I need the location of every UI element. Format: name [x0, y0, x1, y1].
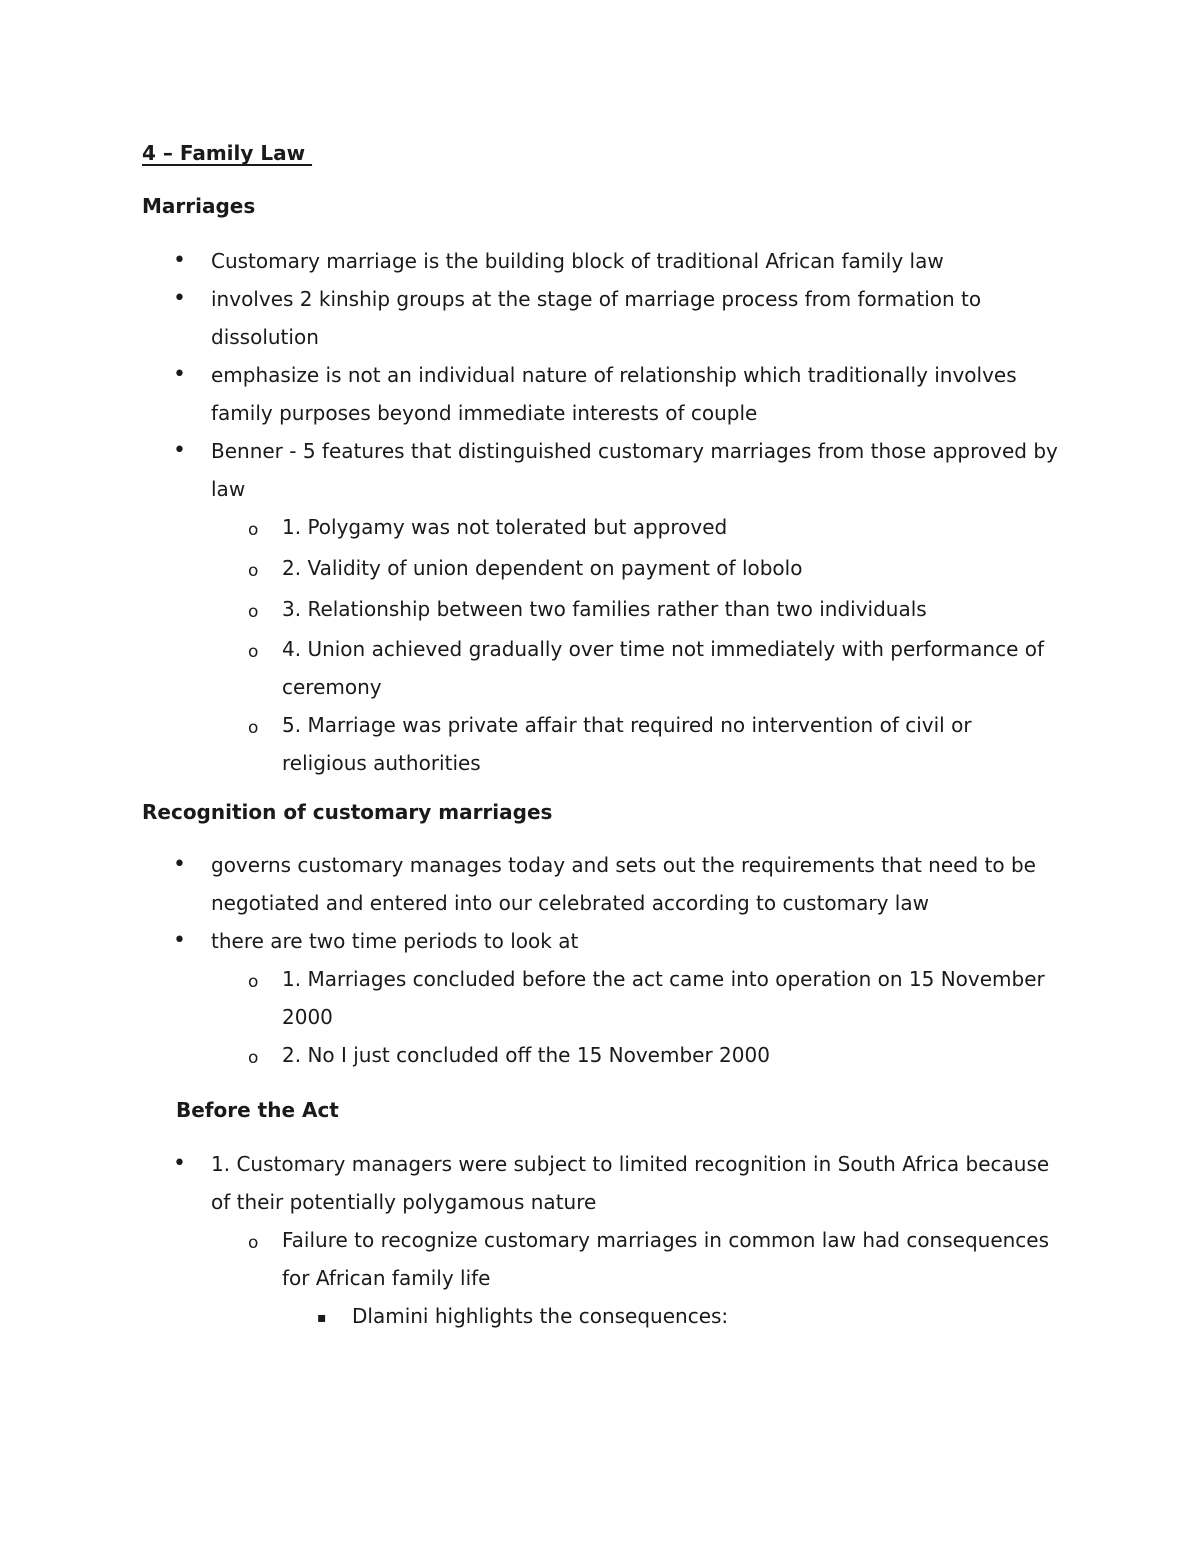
section-heading-recognition: Recognition of customary marriages	[142, 800, 553, 824]
list-item-text: Customary marriage is the building block of traditional African family law	[211, 249, 944, 273]
list-item-text: there are two time periods to look at	[211, 929, 579, 953]
bullet-icon: •	[173, 1151, 186, 1176]
marriages-list	[0, 242, 1200, 782]
list-item	[0, 356, 1061, 432]
list-item-text: emphasize is not an individual nature of relationship which traditionally involves family purposes beyond immediate interests of couple	[211, 363, 1017, 425]
bullet-icon: •	[173, 248, 186, 273]
circle-bullet-icon: o	[248, 602, 259, 622]
list-item-text: involves 2 kinship groups at the stage of marriage process from formation to dissolution	[211, 287, 982, 349]
circle-bullet-icon: o	[248, 1233, 259, 1253]
section-heading-marriages: Marriages	[142, 194, 256, 218]
circle-bullet-icon: o	[248, 718, 259, 738]
circle-bullet-icon: o	[248, 1048, 259, 1068]
section-heading-before-act: Before the Act	[176, 1098, 339, 1122]
list-item	[0, 1145, 1061, 1221]
circle-bullet-icon: o	[248, 520, 259, 540]
bullet-icon: •	[173, 286, 186, 311]
bullet-icon: •	[173, 928, 186, 953]
recognition-list	[0, 846, 1200, 1074]
circle-bullet-icon: o	[248, 561, 259, 581]
sub-list-item	[0, 706, 1052, 782]
list-item	[0, 242, 1061, 280]
sub-list-item-text: 3. Relationship between two families rather than two individuals	[282, 597, 927, 621]
sub-list-item	[0, 508, 1052, 546]
list-item	[0, 846, 1061, 922]
sub-list-item	[0, 1036, 1052, 1074]
square-bullet-icon: ▪	[317, 1310, 327, 1326]
sub-list-item-text: 1. Marriages concluded before the act came into operation on 15 November 2000	[282, 967, 1045, 1029]
sub-sub-list-item-text: Dlamini highlights the consequences:	[352, 1304, 729, 1328]
list-item	[0, 280, 1061, 356]
sub-list-item	[0, 630, 1052, 706]
sub-list-item-text: 2. No I just concluded off the 15 November 2000	[282, 1043, 770, 1067]
list-item-text: governs customary manages today and sets out the requirements that need to be negotiated and entered into our celebrated according to customary law	[211, 853, 1036, 915]
sub-list-item-text: Failure to recognize customary marriages in common law had consequences for African family life	[282, 1228, 1050, 1290]
page-title: 4 – Family Law	[142, 141, 313, 165]
bullet-icon: •	[173, 438, 186, 463]
sub-list-item-text: 1. Polygamy was not tolerated but approved	[282, 515, 728, 539]
circle-bullet-icon: o	[248, 972, 259, 992]
list-item	[0, 432, 1061, 508]
sub-list-item	[0, 1221, 1052, 1297]
bullet-icon: •	[173, 852, 186, 877]
sub-list-item	[0, 549, 1052, 587]
list-item-text: 1. Customary managers were subject to limited recognition in South Africa because of their potentially polygamous nature	[211, 1152, 1050, 1214]
sub-list-item-text: 2. Validity of union dependent on payment of lobolo	[282, 556, 803, 580]
sub-list-item	[0, 960, 1052, 1036]
bullet-icon: •	[173, 362, 186, 387]
circle-bullet-icon: o	[248, 642, 259, 662]
sub-list-item	[0, 590, 1052, 628]
list-item-text: Benner - 5 features that distinguished customary marriages from those approved by law	[211, 439, 1058, 501]
sub-sub-list-item	[0, 1297, 1052, 1335]
list-item	[0, 922, 1061, 960]
sub-list-item-text: 5. Marriage was private affair that required no intervention of civil or religious authorities	[282, 713, 972, 775]
sub-list-item-text: 4. Union achieved gradually over time not immediately with performance of ceremony	[282, 637, 1045, 699]
before-act-list	[0, 1145, 1200, 1335]
